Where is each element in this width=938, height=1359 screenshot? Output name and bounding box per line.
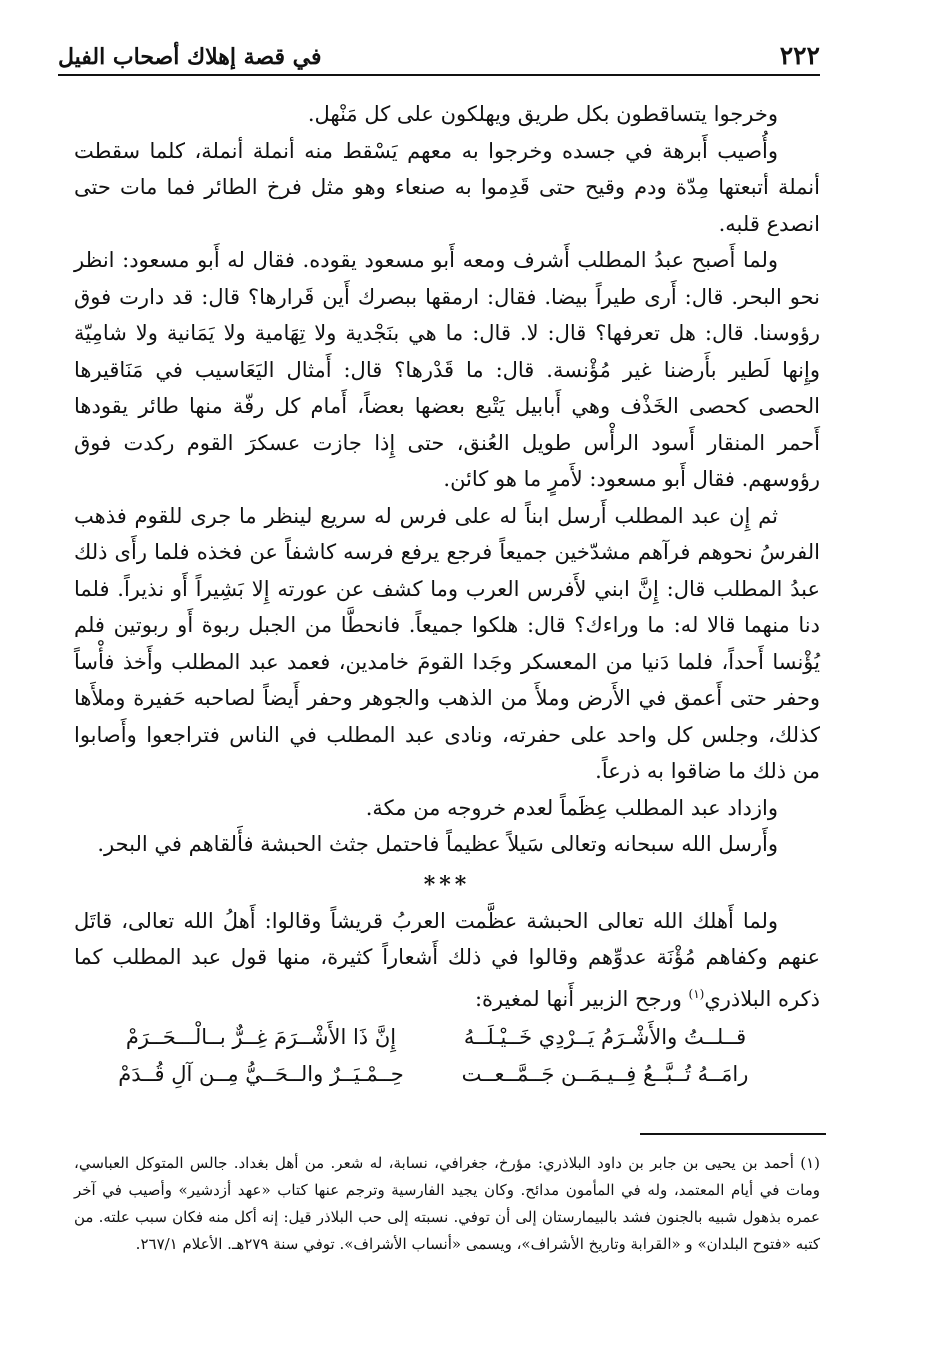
footnote (74, 1150, 820, 1258)
paragraph-text: ولما أَهلك الله تعالى الحبشة عظَّمت العربُ قريشاً وقالوا: أَهلُ الله تعالى، قاتَل عنهم وكفاهم مُؤْنَة عدوِّهم وقالوا في ذلك أَشعاراً كثيرة، منها قول عبد المطلب كما ذكره البلاذري (74, 908, 820, 1011)
paragraph: ولما أَصبح عبدُ المطلب أَشرف ومعه أَبو مسعود يقوده. فقال له أَبو مسعود: انظر نحو البحر. قال: أَرى طيراً بيضا. فقال: ارمقها ببصرك أَين قَرارها؟ قال: قد دارت فوق رؤوسنا. قال: هل تعرفها؟ قال: لا. قال: ما هي بنَجْدية ولا تِهَامية ولا يَمَانية ولا شامِيّة وإِنها لَطير بأَرضنا غير مُؤْنسة. قال: ما قَدْرها؟ قال: أَمثال اليَعَاسيب في مَنَاقيرها الحصى كحصى الخَذْف وهي أَبابيل يَتْبع بعضها بعضاً، أَمام كل رفّة منها طائر يقودها أَحمر المنقار أَسود الرأْس طويل العُنق، حتى إِذا جازت عسكرَ القوم ركدت فوق رؤوسهم. فقال أَبو مسعود: لأَمرٍ ما هو كائن. (74, 248, 820, 491)
poem-hemistich: قــلــتُ والأَشْـرَمُ يَــرْدِي خَــيْـلَــهُ (463, 1025, 747, 1049)
paragraph: وازداد عبد المطلب عِظَماً لعدم خروجه من مكة. (365, 795, 778, 820)
running-title: في قصة إهلاك أصحاب الفيل (58, 44, 322, 70)
poem-hemistich: إِنَّ ذَا الأَشْــرَمَ غِــرٌّ بــالْـــحَــرَمْ (125, 1025, 397, 1049)
paragraph: وخرجوا يتساقطون بكل طريق ويهلكون على كل مَنْهل. (307, 102, 778, 126)
paragraph-text: ورجح الزبير أَنها لمغيرة: (474, 986, 689, 1011)
page-header (58, 36, 820, 76)
footnote-reference: (١) (688, 986, 705, 1001)
footnote-divider (640, 1133, 826, 1135)
paragraph: وأَرسل الله سبحانه وتعالى سَيلاً عظيماً فاحتمل جثث الحبشة فأَلقاهم في البحر. (97, 832, 778, 856)
poem-hemistich: حِــمْـيَــرٌ والــحَــيُّ مِــن آلِ قُــدَمْ (118, 1062, 404, 1086)
page-number: ٢٢٢ (779, 41, 820, 70)
main-text (74, 96, 820, 1093)
poem-hemistich: رامَــهُ تُــبَّــعُ فِــيـمَــن جَــمَّــعــت (461, 1062, 749, 1086)
paragraph: ثم إِن عبد المطلب أَرسل ابناً له على فرس له سريع لينظر ما جرى للقوم فذهب الفرسُ نحوهم فرآهم مشدّخين جميعاً فرجع يرفع فرسه كاشفاً عن فخذه فلما رأَى ذلك عبدُ المطلب قال: إِنَّ ابني لأَفرس العرب وما كشف عن عورته إِلا بَشِيراً أَو نذيراً. فلما دنا منهما قالا له: ما وراءك؟ قال: هلكوا جميعاً. فانحطَّا من الجبل ربوة أَو ربوتين فلم يُؤْنسا أَحداً، فلما دَنيا من المعسكر وجَدا القومَ خامدين، فعمد عبد المطلب وأَخذ فأْساً وحفر حتى أَعمق في الأَرض وملأَ من الذهب والجوهر وحفر أَيضاً لصاحبه حَفيرة وملأَها كذلك، وجلس كل واحد على حفرته، ونادى عبد المطلب في الناس فتراجعوا وأَصابوا من ذلك ما ضاقوا به ذرعاً. (74, 503, 820, 783)
footnote-text: (١) أحمد بن يحيى بن جابر بن داود البلاذري: مؤرخ، جغرافي، نسابة، له شعر. من أهل بغداد. جالس المتوكل العباسي، ومات في أيام المعتمد، وله في المأمون مدائح. وكان يجيد الفارسية وترجم عنها كتاب «عهد أزدشير» وأصيب في آخر عمره بذهول شبيه بالجنون فشد بالبيمارستان إلى أن توفي. نسبته إلى حب البلاذر قيل: إنه أكل منه فكان سبب علته. من كتبه «فتوح البلدان» و «القرابة وتاريخ الأشراف»، ويسمى «أنساب الأشراف». توفي سنة ٢٧٩هـ. الأعلام ٢٦٧/١. (74, 1154, 820, 1253)
paragraph: وأُصيب أَبرهة في جسده وخرجوا به معهم يَسْقط منه أنملة أنملة، كلما سقطت أنملة أتبعتها مِدّة ودم وقيح حتى قَدِموا به صنعاء وهو مثل فرخ الطائر فما مات حتى انصدع قلبه. (74, 138, 820, 236)
paragraph (74, 903, 820, 1018)
section-separator: *** (423, 871, 471, 898)
poem (74, 1019, 820, 1093)
